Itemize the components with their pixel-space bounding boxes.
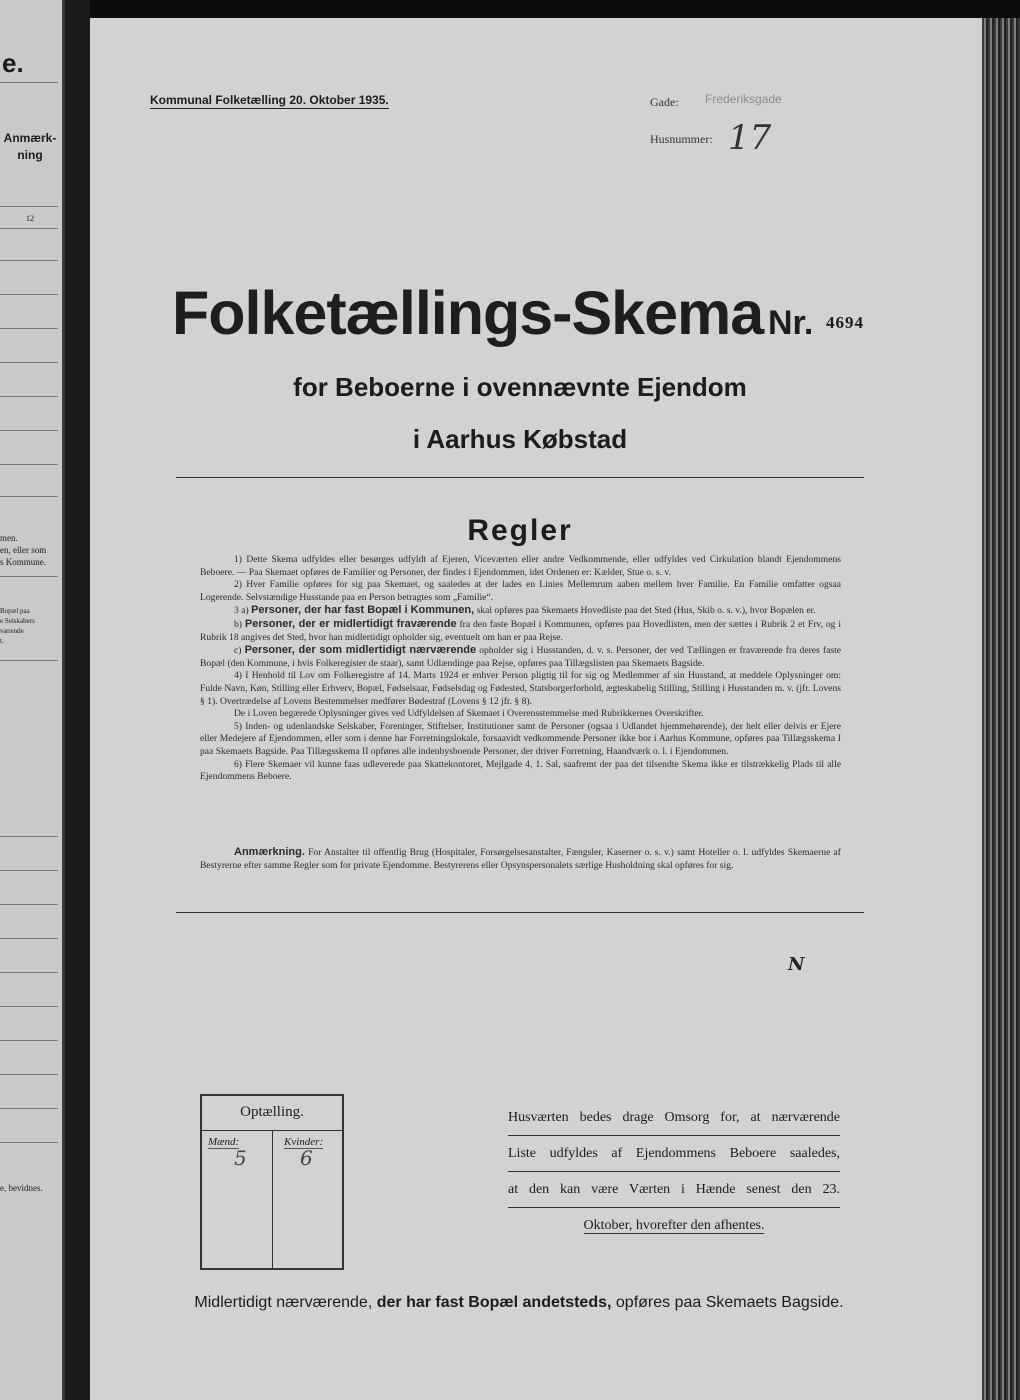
form-number-value: 4694 — [826, 313, 864, 332]
divider — [0, 870, 58, 871]
left-page-text-fragment: men. en, eller som s Kommune. — [0, 533, 47, 567]
divider — [0, 464, 58, 465]
rule-3b — [200, 618, 841, 644]
rule-text: fra den faste Bopæl i Kommunen, opføres paa Hovedlisten, men der sættes i Rubrik 2 et Frv, og i Rubrik 18 angives det Sted, hvor han midlertidigt opholder sig, eventuelt om han er paa Rejse. — [200, 618, 842, 643]
rule-4: 4) I Henhold til Lov om Folkeregistre af 14. Marts 1924 er enhver Person pligtig til for sig og Medlemmer af sin Husstand, at meddele Oplysninger om: Fulde Navn, Køn, Stilling eller Erhverv, Bopæl, Fødselsaar, Fødselsdag og Fødested, Statsborgerforhold, ægteskabelig Stilling, Stilling i Husstanden m. v. (jfr. Lovens § 1). Overtrædelse af Lovens Bestemmelser medfører Bødestraf (Lovens § 12 jfr. § 8). — [200, 670, 841, 707]
form-title: Folketællings-Skema — [172, 279, 764, 347]
rule-5: 5) Inden- og udenlandske Selskaber, Foreninger, Stiftelser, Institutioner samt de Personer (ogsaa i Udlandet hjemmehørende), der helt eller delvis er Ejere eller Medejere af Ejendommen, eller som i denne har Forretningslokale, forsaavidt vedkommende Personer ikke bor i Aarhus Kommune, opføres paa Tillægsskema I paa Skemaets Bagside. Paa Tillægsskema II opføres alle indenbysboende Personer, der driver Forretning, Haandværk o. l. i Ejendommen. — [200, 720, 841, 757]
men-label: Mænd: — [208, 1136, 240, 1148]
rules-heading: Regler — [467, 514, 573, 547]
rules-text — [200, 554, 841, 784]
divider — [0, 396, 58, 397]
street-label: Gade: — [650, 95, 679, 109]
divider — [0, 430, 58, 431]
form-subtitle-city: i Aarhus Købstad — [412, 424, 628, 454]
men-count: 5 — [234, 1146, 247, 1170]
divider — [0, 904, 58, 905]
divider — [0, 1006, 58, 1007]
women-count: 6 — [300, 1146, 313, 1170]
divider — [0, 1074, 58, 1075]
host-instruction-line: Oktober, hvorefter den afhentes. — [583, 1218, 765, 1233]
rule-3a — [200, 604, 841, 618]
page-gap — [65, 0, 90, 1400]
divider — [176, 477, 864, 478]
host-instruction — [508, 1100, 840, 1243]
remark-paragraph — [200, 846, 841, 872]
footer-part: Midlertidigt nærværende, — [194, 1294, 373, 1311]
count-title: Optælling. — [240, 1104, 304, 1120]
host-instruction-line-last — [508, 1208, 840, 1243]
divider — [0, 576, 58, 577]
rule-emphasis: Personer, der som midlertidigt nærværende — [244, 644, 477, 657]
divider — [0, 938, 58, 939]
host-instruction-line: at den kan være Værten i Hænde senest den 23. — [508, 1172, 840, 1208]
left-page-title-fragment: e. — [2, 48, 24, 78]
left-page-text-fragment: Bopæl paa e Selskabers værende t. — [0, 607, 35, 645]
left-page-column-head: Anmærk- ning — [3, 131, 57, 162]
street-value: Frederiksgade — [705, 92, 782, 106]
divider — [0, 972, 58, 973]
divider — [0, 496, 58, 497]
rule-1: 1) Dette Skema udfyldes eller besørges udfyldt af Ejeren, Viceværten eller andre Vedkommende, eller udfyldes ved Cirkulation blandt Ejendommens Beboere. — Paa Skemaet opføres de Familier og Personer, der findes i Ejendommen, idet Ordenen er: Kælder, Stue o. s. v. — [200, 554, 841, 578]
rule-prefix: 3 a) — [234, 605, 249, 617]
left-page-fragment — [0, 0, 65, 1400]
rule-emphasis: Personer, der er midlertidigt fraværende — [244, 617, 457, 630]
divider — [176, 912, 864, 913]
divider — [0, 836, 58, 837]
divider — [0, 228, 58, 229]
footer-note — [182, 1294, 856, 1312]
rule-4b: De i Loven begærede Oplysninger gives ved Udfyldelsen af Skemaet i Overensstemmelse med Rubrikkernes Overskrifter. — [234, 708, 704, 720]
host-instruction-line: Husværten bedes drage Omsorg for, at nærværende — [508, 1100, 840, 1136]
rule-2: 2) Hver Familie opføres for sig paa Skemaet, og saaledes at der lades en Linies Mellemrum aaben mellem hver Familie. En Familie omfatter ogsaa Logerende. Selvstændige Husstande paa en Person betragtes som „Familie“. — [200, 579, 841, 603]
divider — [0, 362, 58, 363]
divider — [0, 1040, 58, 1041]
remark-text: For Anstalter til offentlig Brug (Hospitaler, Forsørgelsesanstalter, Fængsler, Kaserner o. s. v.) samt Hoteller o. l. udfyldes Skemaerne af Bestyrerne efter samme Regler som for private Ejendomme. Bestyrerens eller Opsynspersonalets særlige Husholdning skal opføres for sig. — [200, 847, 841, 871]
rule-prefix: c) — [234, 645, 242, 657]
divider — [0, 328, 58, 329]
count-box — [200, 1094, 344, 1270]
footer-part: opføres paa Skemaets Bagside. — [615, 1294, 844, 1311]
divider — [0, 1142, 58, 1143]
rule-text: opholder sig i Husstanden, d. v. s. Personer, der ved Tællingen er fraværende fra deres faste Bopæl (den Kommune, i hvis Folkeregister de staar), samt Udlændinge paa Rejse, opføres paa Tillægslisten paa Skemaets Bagside. — [200, 645, 841, 669]
house-number-label: Husnummer: — [650, 132, 713, 146]
divider — [0, 82, 58, 83]
divider — [272, 1130, 273, 1268]
footer-emphasis: der har fast Bopæl andetsteds, — [376, 1294, 612, 1311]
rule-3c — [200, 644, 841, 670]
rule-emphasis: Personer, der har fast Bopæl i Kommunen, — [251, 604, 475, 617]
divider — [0, 206, 58, 207]
left-page-column-number: 12 — [26, 214, 34, 223]
divider — [0, 260, 58, 261]
form-subtitle: for Beboerne i ovennævnte Ejendom — [293, 372, 747, 402]
women-label: Kvinder: — [284, 1136, 324, 1148]
divider — [0, 1108, 58, 1109]
rule-prefix: b) — [234, 618, 242, 630]
census-title: Kommunal Folketælling 20. Oktober 1935. — [150, 93, 389, 107]
book-spine — [982, 18, 1020, 1400]
divider — [0, 294, 58, 295]
divider — [0, 660, 58, 661]
house-number-value: 17 — [728, 118, 772, 158]
left-page-text-fragment: e, bevidnes. — [0, 1183, 43, 1193]
remark-label: Anmærkning. — [234, 846, 305, 858]
rule-text: skal opføres paa Skemaets Hovedliste paa det Sted (Hus, Skib o. s. v.), hvor Bopælen er. — [476, 605, 816, 617]
host-instruction-line: Liste udfyldes af Ejendommens Beboere saaledes, — [508, 1136, 840, 1172]
rule-6: 6) Flere Skemaer vil kunne faas udleverede paa Skattekontoret, Mejlgade 4, 1. Sal, saafremt der paa det tilsendte Skema ikke er tilstrækkelig Plads til alle Ejendommens Beboere. — [200, 758, 841, 783]
form-number-label: Nr. — [768, 304, 814, 342]
handwritten-mark: N — [788, 954, 805, 975]
